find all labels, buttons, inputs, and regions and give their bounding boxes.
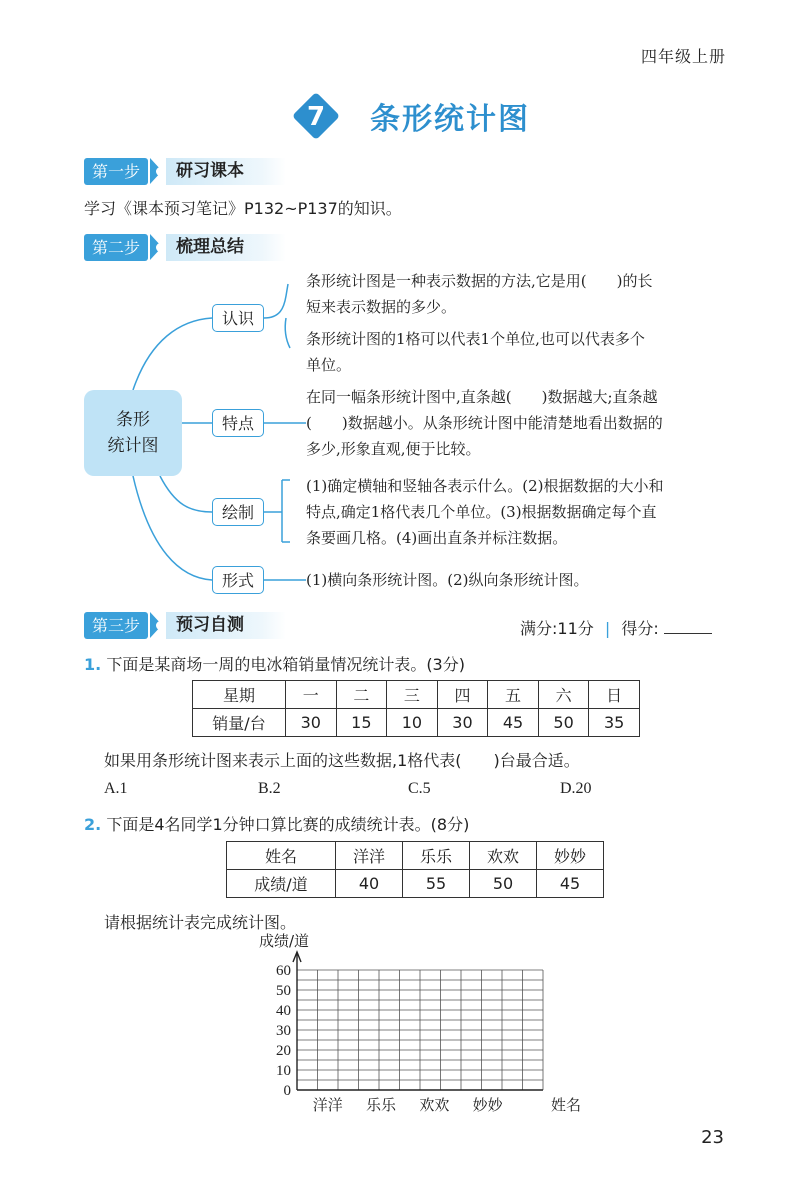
blank-bar-chart[interactable] [240,930,600,1120]
desc-line: 单位。 [306,356,352,374]
chapter-title [292,88,542,148]
table-row [227,870,604,898]
desc-tedian [306,384,726,462]
x-category-label: 妙妙 [472,1096,503,1114]
table-cell: 星期 [193,681,286,709]
table-cell: 欢欢 [470,842,537,870]
step2-bar [84,234,284,261]
chapter-title-text: 条形统计图 [370,102,530,137]
mindmap-center-line1: 条形 [116,410,150,430]
table-cell: 10 [387,709,438,737]
table-cell: 姓名 [227,842,336,870]
table-cell: 乐乐 [403,842,470,870]
q1-option-b[interactable]: B.2 [258,780,281,797]
y-tick-label: 60 [276,963,291,979]
table-row [193,681,640,709]
table-cell: 五 [488,681,539,709]
x-category-label: 欢欢 [419,1096,450,1114]
desc-line: ( )数据越小。从条形统计图中能清楚地看出数据的 [306,414,663,432]
table-cell: 45 [488,709,539,737]
y-tick-label: 30 [276,1023,291,1039]
desc-line: 条要画几格。(4)画出直条并标注数据。 [306,529,568,547]
q1-option-d[interactable]: D.20 [560,780,592,797]
step3-tag: 第三步 [84,612,148,639]
desc-renshi [306,268,726,378]
desc-line: 短来表示数据的多少。 [306,298,457,316]
q2-prompt: 请根据统计表完成统计图。 [104,913,297,932]
table-cell: 六 [538,681,589,709]
table-cell: 二 [336,681,387,709]
table-cell: 50 [538,709,589,737]
table-cell: 55 [403,870,470,898]
grade-label: 四年级上册 [640,47,726,66]
step2-name: 梳理总结 [166,234,286,261]
q1-option-a[interactable]: A.1 [104,780,128,797]
table-cell: 一 [286,681,337,709]
q1-text: 下面是某商场一周的电冰箱销量情况统计表。(3分) [106,655,465,674]
x-category-label: 乐乐 [366,1096,397,1114]
table-cell: 35 [589,709,640,737]
step1-dot-icon [156,167,165,176]
score-blank[interactable] [664,619,712,634]
score-area [520,616,712,639]
q2-number: 2. [84,815,102,834]
q2-stem [84,812,469,835]
y-tick-label: 0 [283,1083,291,1099]
desc-line: 条形统计图是一种表示数据的方法,它是用( )的长 [306,272,653,290]
mindmap-center-line2: 统计图 [107,436,159,456]
step1-tag: 第一步 [84,158,148,185]
q2-table [226,841,604,898]
table-row [193,709,640,737]
q1-number: 1. [84,655,102,674]
table-cell: 30 [437,709,488,737]
node-renshi: 认识 [212,304,264,332]
mindmap-center [84,390,182,476]
q2-text: 下面是4名同学1分钟口算比赛的成绩统计表。(8分) [106,815,470,834]
chapter-badge-icon [292,92,340,140]
y-tick-label: 20 [276,1043,291,1059]
y-tick-label: 10 [276,1063,291,1079]
page-number: 23 [701,1127,724,1148]
desc-line: 在同一幅条形统计图中,直条越( )数据越大;直条越 [306,388,658,406]
chapter-number: 7 [306,102,326,132]
step2-dot-icon [156,243,165,252]
step3-name: 预习自测 [166,612,286,639]
table-row [227,842,604,870]
desc-huizhi [306,473,726,551]
q1-table [192,680,640,737]
q1-prompt: 如果用条形统计图来表示上面的这些数据,1格代表( )台最合适。 [104,751,580,770]
table-cell: 洋洋 [336,842,403,870]
table-cell: 40 [336,870,403,898]
table-cell: 30 [286,709,337,737]
node-huizhi: 绘制 [212,498,264,526]
desc-line: (1)确定横轴和竖轴各表示什么。(2)根据数据的大小和 [306,477,664,495]
table-cell: 三 [387,681,438,709]
table-cell: 50 [470,870,537,898]
score-label: 得分: [621,619,659,638]
step1-content: 学习《课本预习笔记》P132~P137的知识。 [84,199,402,218]
desc-xingshi [306,567,726,593]
y-tick-label: 50 [276,983,291,999]
table-cell: 15 [336,709,387,737]
table-cell: 四 [437,681,488,709]
full-score: 满分:11分 [520,619,594,638]
table-cell: 45 [537,870,604,898]
desc-line: 多少,形象直观,便于比较。 [306,440,481,458]
table-cell: 销量/台 [193,709,286,737]
table-cell: 日 [589,681,640,709]
y-tick-label: 40 [276,1003,291,1019]
node-tedian: 特点 [212,409,264,437]
x-category-label: 洋洋 [312,1096,343,1114]
x-axis-label: 姓名 [551,1096,582,1114]
desc-line: (1)横向条形统计图。(2)纵向条形统计图。 [306,571,589,589]
desc-line: 条形统计图的1格可以代表1个单位,也可以代表多个 [306,330,645,348]
table-cell: 成绩/道 [227,870,336,898]
q1-option-c[interactable]: C.5 [408,780,431,797]
step1-name: 研习课本 [166,158,286,185]
table-cell: 妙妙 [537,842,604,870]
node-xingshi: 形式 [212,566,264,594]
step2-tag: 第二步 [84,234,148,261]
score-separator: | [604,619,611,638]
step3-bar [84,612,284,639]
y-axis-label: 成绩/道 [259,932,310,950]
desc-line: 特点,确定1格代表几个单位。(3)根据数据确定每个直 [306,503,657,521]
q1-stem [84,652,465,675]
step1-bar [84,158,284,185]
step3-dot-icon [156,621,165,630]
